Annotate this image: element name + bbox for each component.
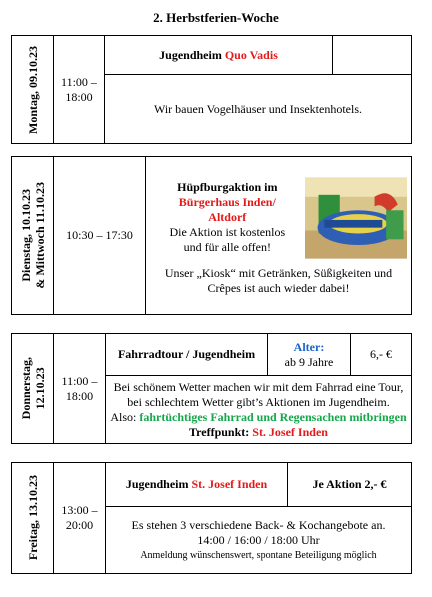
thursday-day-cell [12,334,54,444]
friday-price: Je Aktion 2,- € [288,463,412,507]
tuesday-heading: Hüpfburgaktion im [177,180,278,194]
bouncy-castle-photo [305,176,407,260]
thursday-table [11,333,412,444]
friday-venue-prefix: Jugendheim [125,477,189,491]
monday-description: Wir bauen Vogelhäuser und Insektenhotels. [105,75,412,144]
monday-venue-prefix: Jugendheim [159,47,222,62]
monday-venue [105,36,333,75]
tuesday-free-line2: und für alle offen! [183,240,271,254]
tuesday-venue-line2: Altdorf [208,210,247,224]
tuesday-day-cell [12,157,54,315]
tuesday-day-line2: & Mittwoch 11.10.23 [32,182,47,289]
tuesday-day [19,182,47,289]
thursday-activity: Fahrradtour / Jugendheim [106,334,268,376]
tuesday-venue-line1: Bürgerhaus Inden/ [178,195,276,209]
thursday-day [19,357,47,419]
monday-empty-cell [333,36,412,75]
monday-day: Montag, 09.10.23 [25,45,40,134]
thursday-age-value: ab 9 Jahre [284,354,334,369]
friday-venue-name: St. Josef Inden [191,477,268,491]
friday-note: Anmeldung wünschenswert, spontane Beteiligung möglich [140,549,377,561]
thursday-desc-line2: bei schlechtem Wetter gibt’s Aktionen im Jugendheim. [127,394,390,409]
monday-venue-name: Quo Vadis [224,47,278,62]
thursday-day-line1: Donnerstag, [18,357,33,420]
tuesday-day-line1: Dienstag, 10.10.23 [18,189,33,282]
thursday-day-line2: 12.10.23 [32,367,47,410]
thursday-bring-prefix: Also: [110,409,137,424]
friday-desc-line2: 14:00 / 16:00 / 18:00 Uhr [197,532,320,547]
thursday-age [268,334,351,376]
tuesday-free-line1: Die Aktion ist kostenlos [169,225,286,239]
thursday-desc-line1: Bei schönem Wetter machen wir mit dem Fahrrad eine Tour, [113,379,404,394]
thursday-meeting [108,425,409,440]
tuesday-details [146,157,412,315]
monday-time: 11:00 – 18:00 [54,36,105,144]
tuesday-kiosk-line1: Unser „Kiosk“ mit Getränken, Süßigkeiten und [164,265,393,280]
tuesday-time: 10:30 – 17:30 [54,157,146,315]
friday-day: Freitag, 13.10.23 [25,475,40,561]
tuesday-kiosk-line2: Crêpes ist auch wieder dabei! [207,280,350,295]
thursday-age-label: Alter: [293,339,325,354]
thursday-bring [108,410,409,425]
friday-venue [106,463,288,507]
thursday-bring-text: fahrtüchtiges Fahrrad und Regensachen mitbringen [139,409,407,424]
friday-time: 13:00 – 20:00 [54,463,106,574]
thursday-meeting-label: Treffpunkt: [189,424,250,439]
thursday-time: 11:00 – 18:00 [54,334,106,444]
page-title: 2. Herbstferien-Woche [153,10,279,25]
monday-day-cell [12,36,54,144]
friday-desc-line1: Es stehen 3 verschiedene Back- & Kochangebote an. [131,517,386,532]
friday-table [11,462,412,574]
friday-description [106,507,412,574]
monday-table [11,35,412,144]
tuesday-table [11,156,412,315]
thursday-description [106,376,412,444]
thursday-price: 6,- € [351,334,412,376]
thursday-meeting-place: St. Josef Inden [252,424,328,439]
friday-day-cell [12,463,54,574]
